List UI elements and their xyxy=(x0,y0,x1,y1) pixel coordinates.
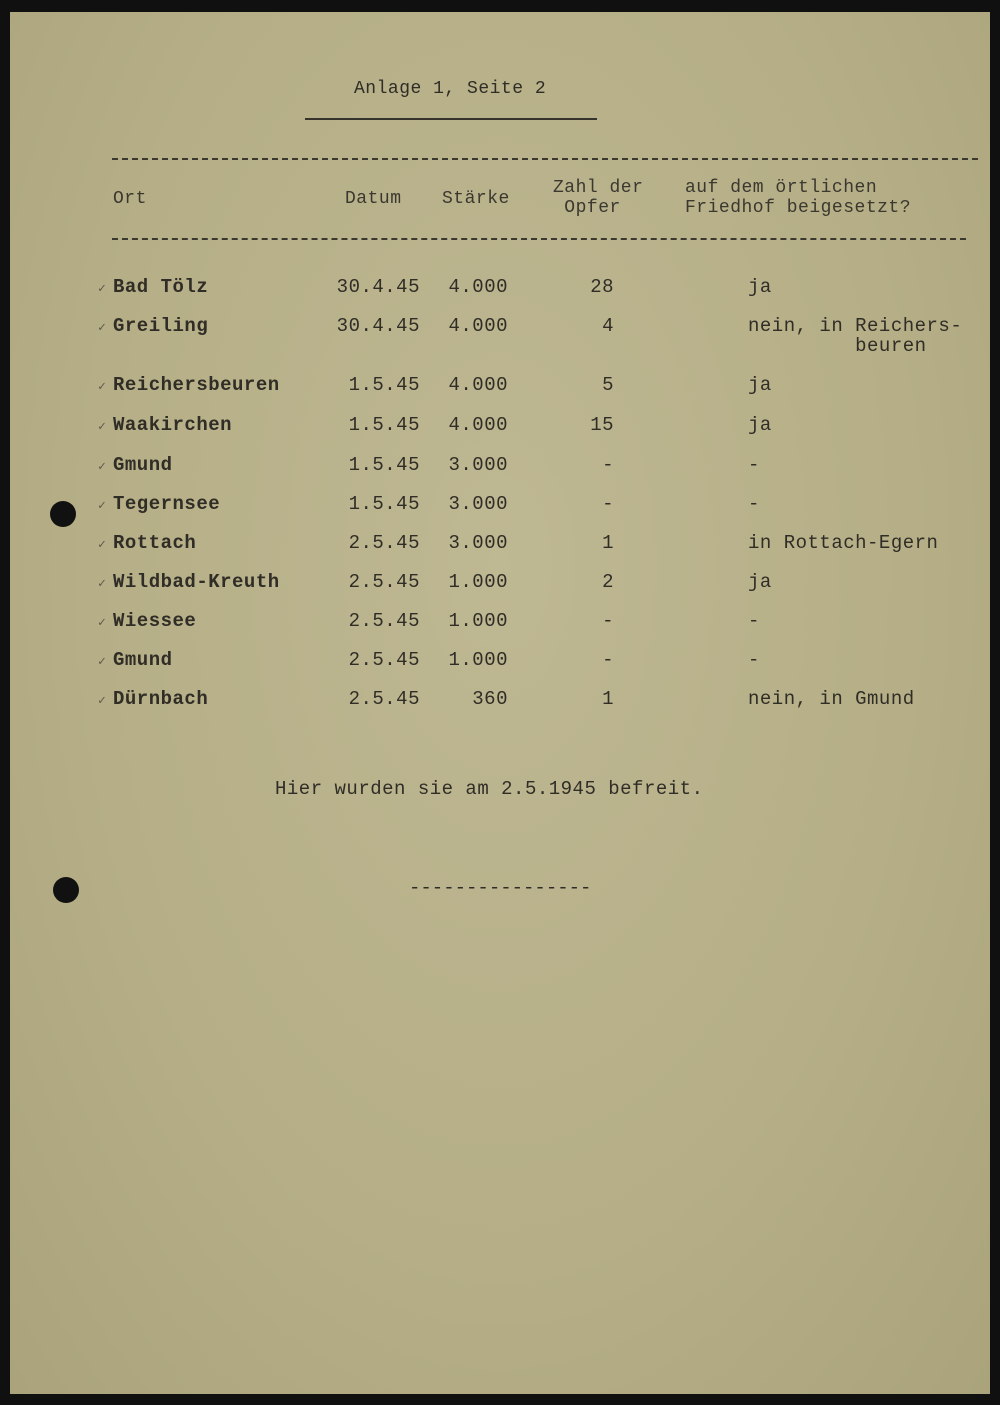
table-top-rule xyxy=(112,158,978,160)
cell-staerke: 4.000 xyxy=(448,315,508,337)
check-mark-icon: ✓ xyxy=(98,537,106,552)
table-row xyxy=(10,415,990,455)
cell-friedhof: nein, in Reichers- beuren xyxy=(748,315,963,357)
cell-staerke: 3.000 xyxy=(448,532,508,554)
cell-datum: 30.4.45 xyxy=(336,315,420,337)
document-page xyxy=(10,12,990,1394)
cell-staerke: 1.000 xyxy=(448,571,508,593)
cell-opfer: - xyxy=(602,610,614,632)
cell-friedhof: ja xyxy=(748,571,772,593)
cell-staerke: 1.000 xyxy=(448,610,508,632)
cell-friedhof: - xyxy=(748,493,760,515)
header-ort: Ort xyxy=(113,189,147,209)
cell-opfer: 1 xyxy=(602,688,614,710)
table-row xyxy=(10,611,990,651)
table-header-rule xyxy=(112,238,966,240)
cell-datum: 1.5.45 xyxy=(348,374,420,396)
check-mark-icon: ✓ xyxy=(98,379,106,394)
cell-opfer: 28 xyxy=(590,276,614,298)
cell-opfer: 15 xyxy=(590,414,614,436)
title-underline xyxy=(305,118,597,120)
cell-staerke: 4.000 xyxy=(448,276,508,298)
cell-ort: Gmund xyxy=(113,454,173,476)
check-mark-icon: ✓ xyxy=(98,576,106,591)
cell-datum: 1.5.45 xyxy=(348,414,420,436)
punch-hole-top xyxy=(50,501,76,527)
cell-ort: Reichersbeuren xyxy=(113,374,280,396)
cell-friedhof: - xyxy=(748,649,760,671)
cell-opfer: 2 xyxy=(602,571,614,593)
cell-friedhof: ja xyxy=(748,276,772,298)
table-row xyxy=(10,455,990,495)
cell-friedhof: - xyxy=(748,610,760,632)
check-mark-icon: ✓ xyxy=(98,498,106,513)
footer-note: Hier wurden sie am 2.5.1945 befreit. xyxy=(275,778,704,800)
cell-friedhof: ja xyxy=(748,374,772,396)
cell-ort: Dürnbach xyxy=(113,688,209,710)
cell-staerke: 360 xyxy=(472,688,508,710)
cell-ort: Rottach xyxy=(113,532,197,554)
table-row xyxy=(10,494,990,534)
table-row xyxy=(10,277,990,317)
header-opfer: Zahl der Opfer xyxy=(553,178,644,218)
header-datum: Datum xyxy=(345,189,402,209)
cell-ort: Greiling xyxy=(113,315,209,337)
table-row xyxy=(10,533,990,573)
cell-staerke: 3.000 xyxy=(448,493,508,515)
cell-datum: 2.5.45 xyxy=(348,610,420,632)
cell-datum: 2.5.45 xyxy=(348,571,420,593)
check-mark-icon: ✓ xyxy=(98,419,106,434)
cell-ort: Tegernsee xyxy=(113,493,221,515)
cell-opfer: - xyxy=(602,454,614,476)
cell-staerke: 3.000 xyxy=(448,454,508,476)
page-title: Anlage 1, Seite 2 xyxy=(354,79,547,99)
table-row xyxy=(10,316,990,356)
cell-datum: 30.4.45 xyxy=(336,276,420,298)
cell-opfer: 5 xyxy=(602,374,614,396)
check-mark-icon: ✓ xyxy=(98,615,106,630)
cell-opfer: - xyxy=(602,649,614,671)
cell-staerke: 1.000 xyxy=(448,649,508,671)
closing-rule: ---------------- xyxy=(409,877,592,899)
cell-datum: 2.5.45 xyxy=(348,532,420,554)
cell-datum: 2.5.45 xyxy=(348,649,420,671)
table-row xyxy=(10,689,990,729)
cell-friedhof: nein, in Gmund xyxy=(748,688,915,710)
cell-ort: Bad Tölz xyxy=(113,276,209,298)
header-friedhof: auf dem örtlichen Friedhof beigesetzt? xyxy=(685,178,912,218)
check-mark-icon: ✓ xyxy=(98,654,106,669)
cell-datum: 2.5.45 xyxy=(348,688,420,710)
cell-friedhof: - xyxy=(748,454,760,476)
check-mark-icon: ✓ xyxy=(98,459,106,474)
cell-opfer: - xyxy=(602,493,614,515)
cell-opfer: 4 xyxy=(602,315,614,337)
cell-friedhof: ja xyxy=(748,414,772,436)
check-mark-icon: ✓ xyxy=(98,320,106,335)
table-row xyxy=(10,572,990,612)
cell-ort: Wiessee xyxy=(113,610,197,632)
table-row xyxy=(10,375,990,415)
punch-hole-bottom xyxy=(53,877,79,903)
table-row xyxy=(10,650,990,690)
cell-opfer: 1 xyxy=(602,532,614,554)
check-mark-icon: ✓ xyxy=(98,281,106,296)
cell-datum: 1.5.45 xyxy=(348,493,420,515)
cell-friedhof: in Rottach-Egern xyxy=(748,532,939,554)
cell-datum: 1.5.45 xyxy=(348,454,420,476)
cell-staerke: 4.000 xyxy=(448,414,508,436)
check-mark-icon: ✓ xyxy=(98,693,106,708)
cell-ort: Gmund xyxy=(113,649,173,671)
cell-ort: Waakirchen xyxy=(113,414,233,436)
cell-ort: Wildbad-Kreuth xyxy=(113,571,280,593)
cell-staerke: 4.000 xyxy=(448,374,508,396)
header-staerke: Stärke xyxy=(442,189,510,209)
